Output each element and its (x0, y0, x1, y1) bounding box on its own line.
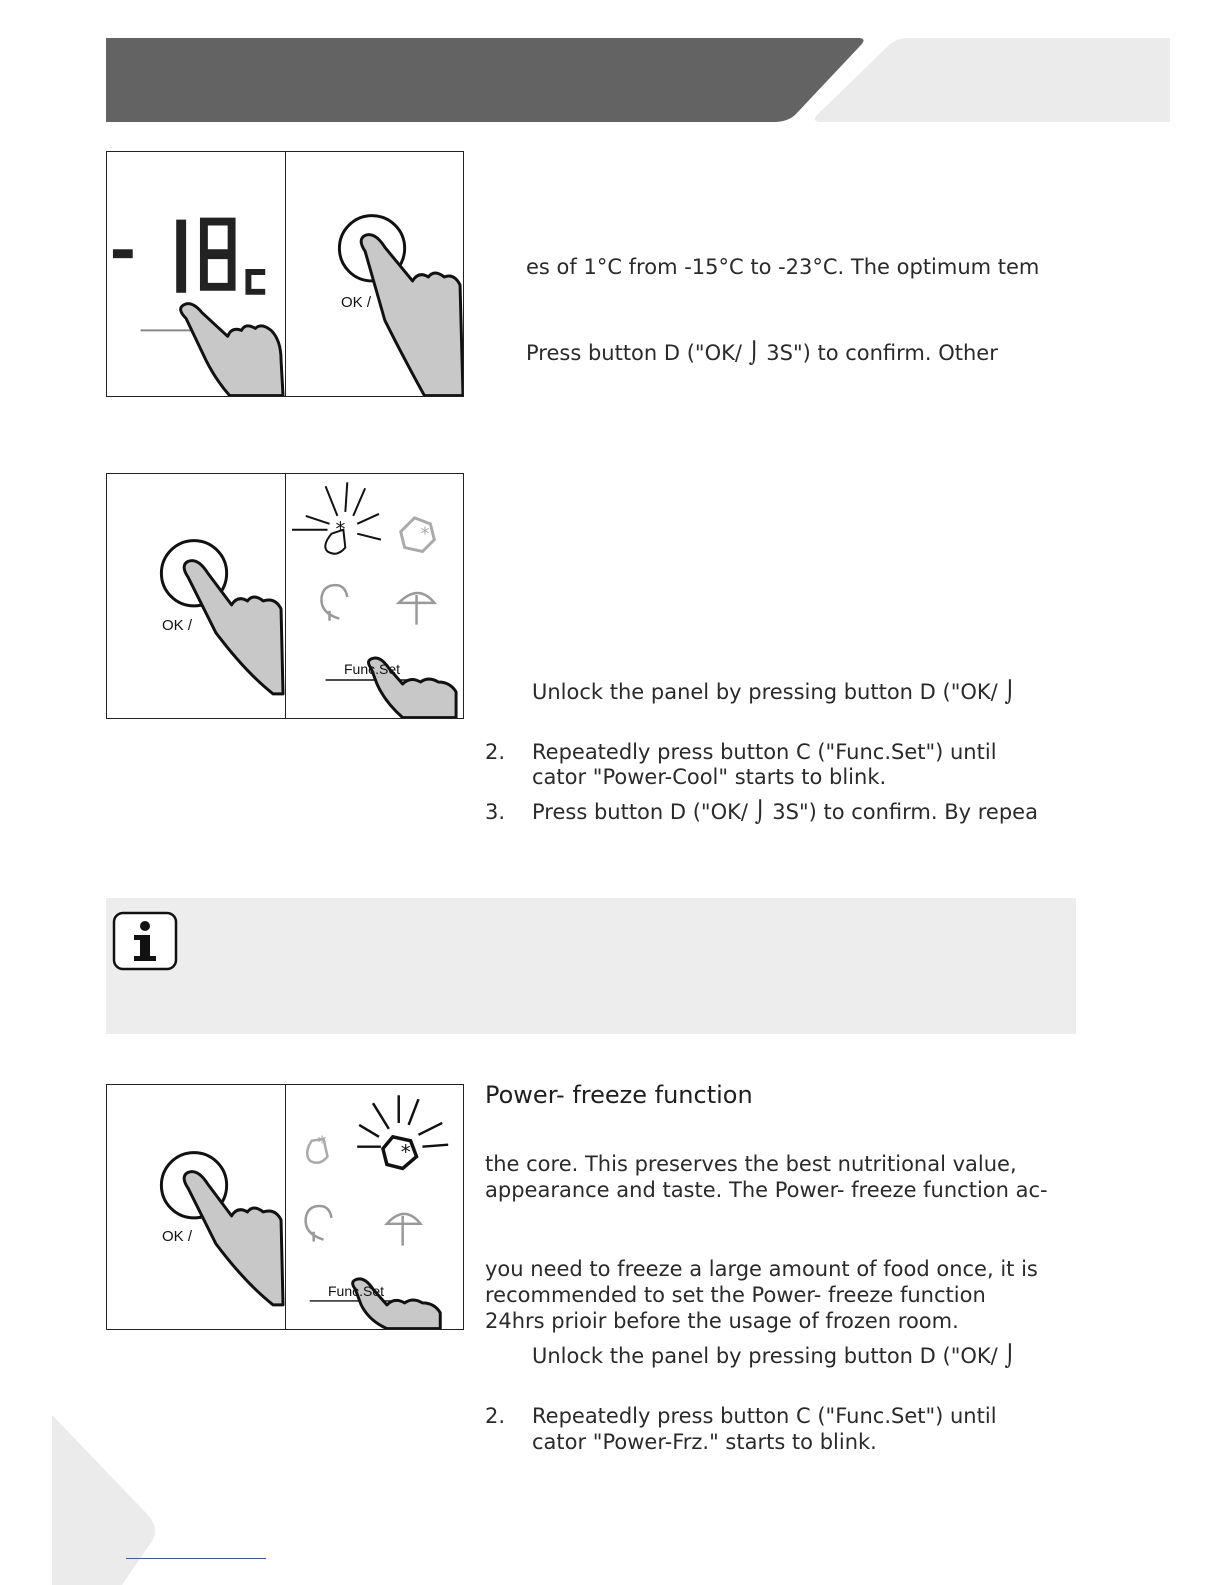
section2-step3: Press button D ("OK/ ⌡ 3S") to confirm. By repea (532, 800, 1038, 824)
section2-step2-number: 2. (485, 740, 506, 764)
section1-line1: es of 1°C from -15°C to -23°C. The optimum tem (526, 255, 1040, 279)
svg-text:*: * (335, 517, 346, 541)
svg-text:*: * (400, 1140, 411, 1164)
section1-line2: Press button D ("OK/ ⌡ 3S") to confirm. Other (526, 341, 998, 365)
ok-button-label: OK / (162, 1228, 193, 1245)
svg-text:*: * (420, 523, 430, 545)
svg-text:*: * (317, 1132, 327, 1154)
info-icon (112, 911, 178, 971)
header-banner-light (810, 38, 1170, 122)
temperature-display-graphic (107, 152, 285, 396)
press-hand-icon (184, 1172, 283, 1305)
umbrella-icon (399, 593, 435, 625)
section3-step2-line2: cator "Power-Frz." starts to blink. (532, 1430, 877, 1454)
function-icons-panel-freeze (285, 1084, 464, 1330)
func-set-label: Func.Set (328, 1283, 385, 1299)
section3-step2-number: 2. (485, 1404, 506, 1428)
holiday-icon (321, 585, 347, 621)
ok-button-panel-3 (106, 1084, 286, 1330)
header-banner-dark (106, 38, 866, 122)
func-set-label: Func.Set (344, 661, 401, 677)
power-cool-icon (292, 482, 381, 553)
section3-para2-line1: you need to freeze a large amount of food once, it is (485, 1257, 1038, 1281)
press-hand-icon (181, 304, 283, 396)
function-icons-panel-cool (285, 473, 464, 719)
press-hand-icon (184, 561, 283, 694)
section2-step2-line1: Repeatedly press button C ("Func.Set") until (532, 740, 997, 764)
section2-step1: Unlock the panel by pressing button D ("OK/ ⌡ (532, 680, 1016, 704)
holiday-icon (306, 1206, 332, 1242)
ok-button-panel-1 (285, 151, 464, 397)
power-cool-icon (307, 1133, 327, 1163)
temperature-display-panel (106, 151, 286, 397)
ok-button-label: OK / (341, 294, 372, 311)
press-hand-icon (361, 235, 463, 396)
section3-para2-line3: 24hrs prioir before the usage of frozen room. (485, 1309, 959, 1333)
page-corner-decoration (52, 1415, 162, 1585)
section2-step3-number: 3. (485, 800, 506, 824)
power-freeze-icon (357, 1095, 448, 1168)
section3-para2-line2: recommended to set the Power- freeze function (485, 1283, 986, 1307)
ok-button-label: OK / (162, 617, 193, 634)
section2-step2-line2: cator "Power-Cool" starts to blink. (532, 765, 887, 789)
power-freeze-heading: Power- freeze function (485, 1081, 753, 1109)
section3-step1: Unlock the panel by pressing button D ("OK/ ⌡ (532, 1344, 1016, 1368)
info-note-box (106, 898, 1076, 1034)
section3-para1-line1: the core. This preserves the best nutritional value, (485, 1152, 1017, 1176)
power-freeze-icon (401, 518, 435, 552)
ok-button-panel-2 (106, 473, 286, 719)
section3-step2-line1: Repeatedly press button C ("Func.Set") until (532, 1404, 997, 1428)
umbrella-icon (387, 1214, 421, 1246)
section3-para1-line2: appearance and taste. The Power- freeze function ac- (485, 1178, 1048, 1202)
footer-link-underline (126, 1558, 266, 1559)
